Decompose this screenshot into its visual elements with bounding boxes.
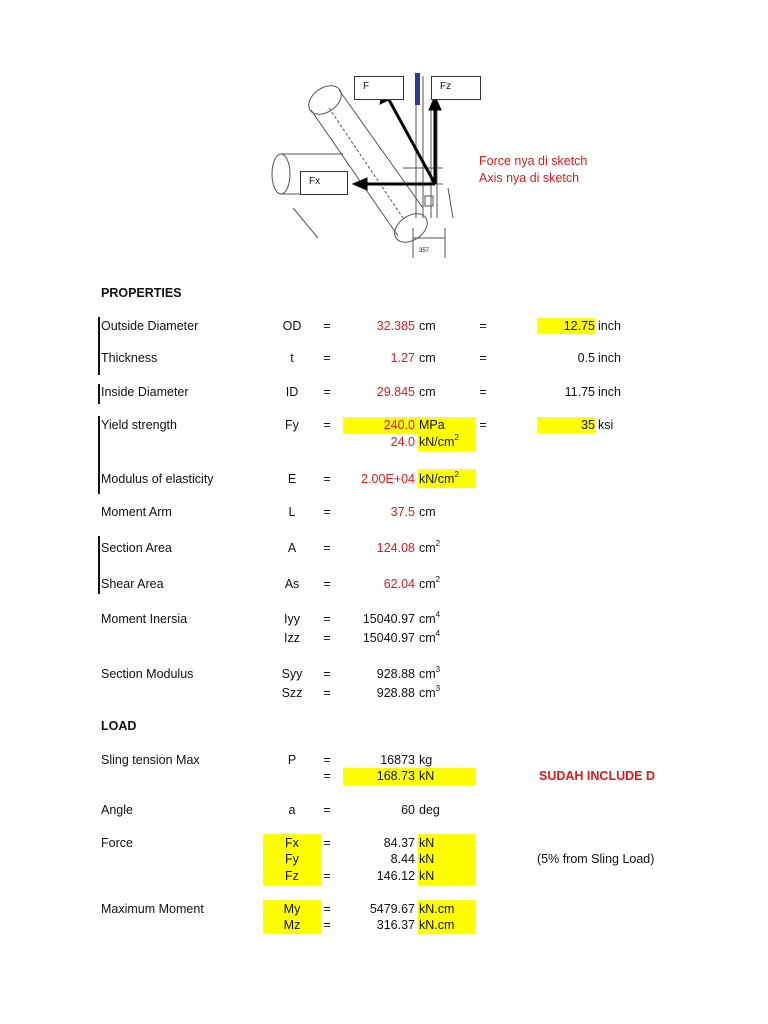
unit-szz-base: cm <box>419 686 436 700</box>
eq2-fy: = <box>479 418 487 432</box>
unit-fy-kncm2-exp: 2 <box>454 432 459 442</box>
sling-note: SUDAH INCLUDE D <box>539 769 655 783</box>
eq-mz: = <box>323 918 331 932</box>
eq2-id: = <box>479 385 487 399</box>
value-as: 62.04 <box>383 577 415 591</box>
unit-iyy <box>419 609 441 627</box>
eq-my: = <box>323 902 331 916</box>
eq-od: = <box>323 319 331 333</box>
unit-l: cm <box>419 505 436 519</box>
value-mz: 316.37 <box>376 918 415 932</box>
unit-a-base: cm <box>419 541 436 555</box>
force-sketch <box>263 68 483 266</box>
label-outside-diameter: Outside Diameter <box>101 319 199 333</box>
label-shear-area: Shear Area <box>101 577 164 591</box>
unit-angle: deg <box>419 803 440 817</box>
eq-p-kn: = <box>323 769 331 783</box>
group-bracket-4 <box>98 536 100 594</box>
value-od-cm: 32.385 <box>376 319 415 333</box>
value-izz: 15040.97 <box>362 631 415 645</box>
value-fy-ksi: 35 <box>537 417 595 433</box>
eq-as: = <box>323 577 331 591</box>
label-moment-inertia: Moment Inersia <box>101 612 188 626</box>
unit-od-cm: cm <box>419 319 436 333</box>
eq-izz: = <box>323 631 331 645</box>
sym-fz: Fz <box>285 869 299 883</box>
eq-p: = <box>323 753 331 767</box>
sym-id: ID <box>285 385 299 399</box>
value-fz: 146.12 <box>376 869 415 883</box>
unit-szz-exp: 3 <box>435 683 441 693</box>
value-p-kg: 16873 <box>380 753 415 767</box>
sym-od: OD <box>282 319 302 333</box>
dimension-label: 357 <box>419 248 430 254</box>
unit-id-inch: inch <box>598 385 621 399</box>
unit-as-exp: 2 <box>435 574 441 584</box>
f-label: F <box>363 81 370 92</box>
sym-my: My <box>283 902 301 916</box>
label-section-modulus: Section Modulus <box>101 667 194 681</box>
value-angle: 60 <box>401 803 415 817</box>
eq-t: = <box>323 351 331 365</box>
properties-heading: PROPERTIES <box>101 286 182 300</box>
value-od-inch: 12.75 <box>537 318 595 334</box>
group-bracket-2 <box>98 384 100 404</box>
unit-fy-ksi: ksi <box>598 418 614 432</box>
sym-iyy: Iyy <box>284 612 300 626</box>
sym-fy-load: Fy <box>285 852 299 866</box>
force-note: (5% from Sling Load) <box>537 852 655 866</box>
sym-syy: Syy <box>281 667 303 681</box>
value-syy: 928.88 <box>376 667 415 681</box>
label-angle: Angle <box>101 803 133 817</box>
unit-my: kN.cm <box>419 902 455 916</box>
sketch-note-axis: Axis nya di sketch <box>479 171 580 185</box>
value-iyy: 15040.97 <box>362 612 415 626</box>
eq-angle: = <box>323 803 331 817</box>
unit-a-exp: 2 <box>435 538 441 548</box>
value-t-cm: 1.27 <box>390 351 415 365</box>
unit-as <box>419 574 441 592</box>
unit-syy-base: cm <box>419 667 436 681</box>
value-fy-kncm2: 24.0 <box>390 435 415 449</box>
fz-label-box <box>431 76 481 100</box>
unit-syy <box>419 664 441 682</box>
load-heading: LOAD <box>101 719 137 733</box>
value-fy-load: 8.44 <box>390 852 415 866</box>
eq-syy: = <box>323 667 331 681</box>
value-szz: 928.88 <box>376 686 415 700</box>
label-force: Force <box>101 836 133 850</box>
unit-e <box>419 469 459 487</box>
unit-fz: kN <box>419 869 435 883</box>
unit-fy-load: kN <box>419 852 435 866</box>
eq-a: = <box>323 541 331 555</box>
eq-id: = <box>323 385 331 399</box>
sym-izz: Izz <box>284 631 300 645</box>
group-bracket-1 <box>98 317 100 375</box>
eq2-t: = <box>479 351 487 365</box>
label-max-moment: Maximum Moment <box>101 902 204 916</box>
unit-szz <box>419 683 441 701</box>
fx-label-box <box>300 171 348 195</box>
unit-e-base: kN/cm <box>419 472 455 486</box>
unit-fy-kncm2 <box>419 432 459 450</box>
sym-a: A <box>287 541 297 555</box>
sym-l: L <box>288 505 296 519</box>
unit-a <box>419 538 441 556</box>
value-my: 5479.67 <box>369 902 415 916</box>
label-section-area: Section Area <box>101 541 172 555</box>
unit-p-kn: kN <box>419 769 435 783</box>
eq-fx: = <box>323 836 331 850</box>
unit-od-inch: inch <box>598 319 621 333</box>
label-inside-diameter: Inside Diameter <box>101 385 189 399</box>
unit-id-cm: cm <box>419 385 436 399</box>
unit-as-base: cm <box>419 577 436 591</box>
sym-e: E <box>287 472 297 486</box>
unit-izz-base: cm <box>419 631 436 645</box>
sym-fy: Fy <box>285 418 299 432</box>
value-a: 124.08 <box>376 541 415 555</box>
sym-p: P <box>287 753 297 767</box>
sym-angle: a <box>288 803 296 817</box>
value-l: 37.5 <box>390 505 415 519</box>
value-e: 2.00E+04 <box>361 472 415 486</box>
unit-izz-exp: 4 <box>435 628 441 638</box>
eq-fy: = <box>323 418 331 432</box>
sym-t: t <box>290 351 294 365</box>
eq-e: = <box>323 472 331 486</box>
label-moment-arm: Moment Arm <box>101 505 172 519</box>
eq-iyy: = <box>323 612 331 626</box>
sym-szz: Szz <box>281 686 303 700</box>
label-yield-strength: Yield strength <box>101 418 177 432</box>
unit-syy-exp: 3 <box>435 664 441 674</box>
sym-fx: Fx <box>285 836 299 850</box>
sym-as: As <box>284 577 300 591</box>
unit-izz <box>419 628 441 646</box>
label-modulus-elasticity: Modulus of elasticity <box>101 472 214 486</box>
fx-label: Fx <box>309 176 321 187</box>
f-label-box <box>354 76 404 100</box>
value-t-inch: 0.5 <box>577 351 595 365</box>
eq-fz: = <box>323 869 331 883</box>
unit-t-inch: inch <box>598 351 621 365</box>
unit-t-cm: cm <box>419 351 436 365</box>
group-bracket-3 <box>98 416 100 494</box>
unit-p-kg: kg <box>419 753 433 767</box>
unit-mz: kN.cm <box>419 918 455 932</box>
value-id-inch: 11.75 <box>564 385 595 399</box>
unit-iyy-exp: 4 <box>435 609 441 619</box>
fz-label: Fz <box>440 81 452 92</box>
value-fx: 84.37 <box>383 836 415 850</box>
value-fy-mpa: 240.0 <box>383 418 415 432</box>
unit-fy-kncm2-base: kN/cm <box>419 435 455 449</box>
unit-fy-mpa: MPa <box>419 418 445 432</box>
label-sling-tension: Sling tension Max <box>101 753 200 767</box>
unit-iyy-base: cm <box>419 612 436 626</box>
unit-e-exp: 2 <box>454 469 459 479</box>
unit-fx: kN <box>419 836 435 850</box>
sketch-note-force: Force nya di sketch <box>479 154 588 168</box>
sym-mz: Mz <box>283 918 301 932</box>
value-p-kn: 168.73 <box>376 769 415 783</box>
label-thickness: Thickness <box>101 351 158 365</box>
eq2-od: = <box>479 319 487 333</box>
eq-l: = <box>323 505 331 519</box>
value-id-cm: 29.845 <box>376 385 415 399</box>
eq-szz: = <box>323 686 331 700</box>
